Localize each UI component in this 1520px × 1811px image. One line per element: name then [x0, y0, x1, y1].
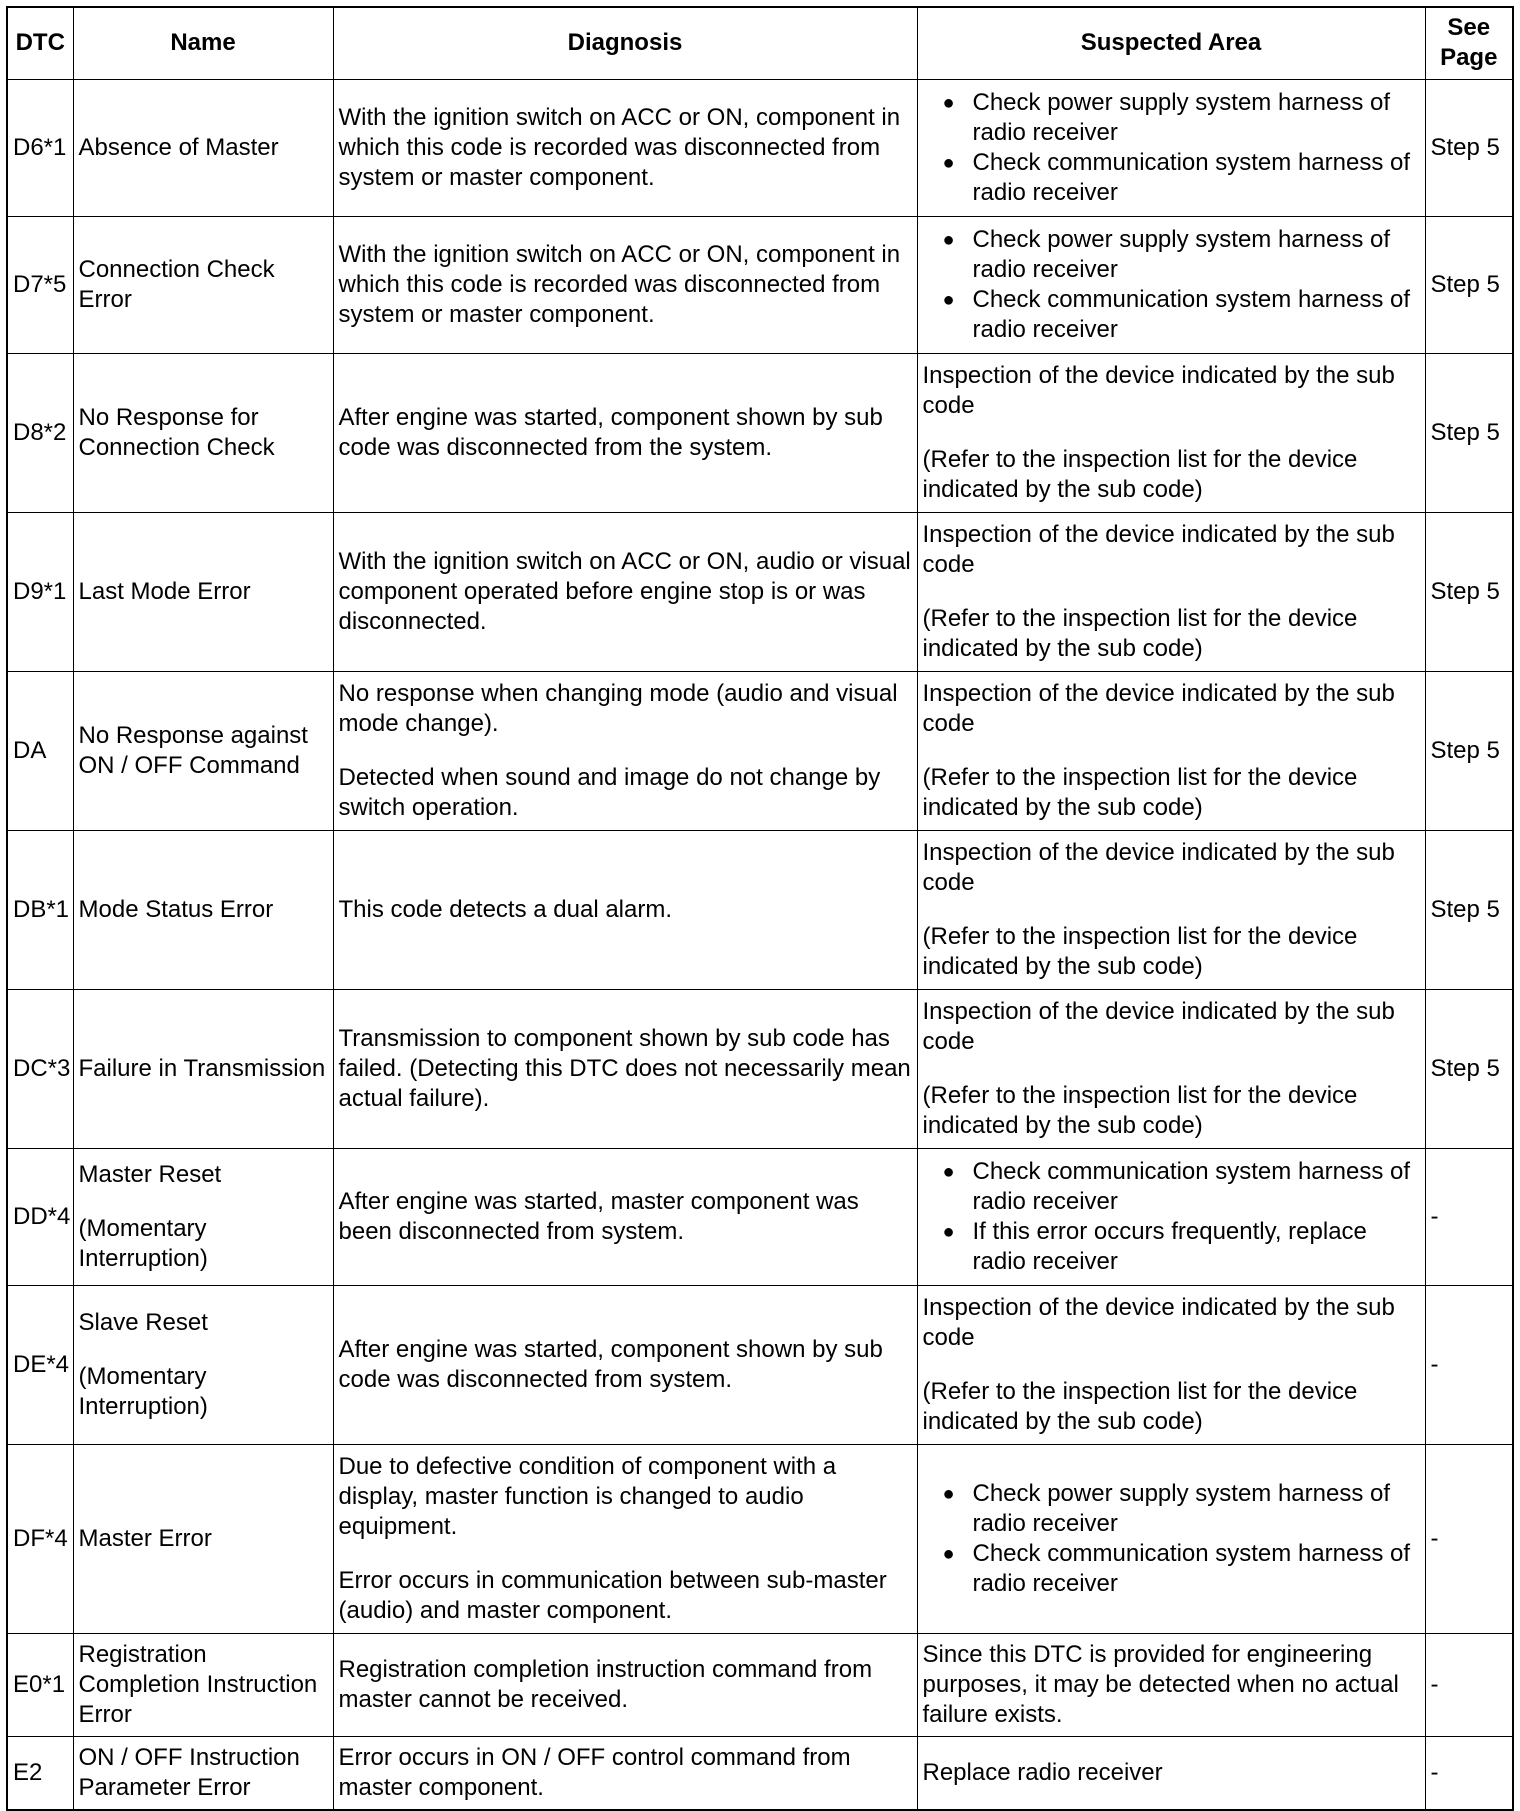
diagnosis [333, 353, 917, 512]
dtc-name [73, 216, 333, 353]
suspected-text: Inspection of the device indicated by the sub code [922, 520, 1395, 578]
table-row [7, 1736, 1513, 1810]
dtc-name-text: Absence of Master [78, 133, 279, 161]
suspected-text: (Refer to the inspection list for the device indicated by the sub code) [922, 604, 1358, 662]
suspected-area [917, 1444, 1425, 1633]
diagnosis-text: Registration completion instruction command from master cannot be received. [338, 1655, 873, 1713]
diagnosis-text: With the ignition switch on ACC or ON, component in which this code is recorded was disconnected from system or master component. [338, 103, 901, 191]
header-see-page-line1: See [1447, 14, 1491, 42]
dtc-name [73, 1444, 333, 1633]
header-suspected-area: Suspected Area [917, 7, 1425, 79]
diagnosis-text: After engine was started, component shown by sub code was disconnected from the system. [338, 403, 883, 461]
diagnosis [333, 79, 917, 216]
diagnosis-text: Due to defective condition of component with a display, master function is changed to audio equipment. [338, 1452, 837, 1540]
suspected-bullet-list [923, 1479, 1420, 1599]
see-page: Step 5 [1425, 989, 1513, 1148]
suspected-text: Inspection of the device indicated by the sub code [922, 361, 1395, 419]
diagnosis-text: Error occurs in communication between sub-master (audio) and master component. [338, 1566, 887, 1624]
suspected-area [917, 216, 1425, 353]
suspected-bullet-item: ● Check communication system harness of radio receiver [923, 1157, 1420, 1217]
header-see-page [1425, 7, 1513, 79]
dtc-table [6, 6, 1514, 1811]
suspected-area [917, 671, 1425, 830]
suspected-bullet-list [923, 225, 1420, 345]
table-row [7, 1633, 1513, 1736]
diagnosis [333, 1736, 917, 1810]
see-page: Step 5 [1425, 353, 1513, 512]
suspected-bullet-list [923, 1157, 1420, 1277]
diagnosis [333, 1285, 917, 1444]
diagnosis [333, 1633, 917, 1736]
dtc-name-text: Master Reset [78, 1160, 222, 1188]
diagnosis [333, 1444, 917, 1633]
dtc-name [73, 353, 333, 512]
suspected-area [917, 1285, 1425, 1444]
see-page: - [1425, 1285, 1513, 1444]
see-page: - [1425, 1444, 1513, 1633]
dtc-code: D8*2 [7, 353, 73, 512]
dtc-code: DF*4 [7, 1444, 73, 1633]
suspected-text: (Refer to the inspection list for the device indicated by the sub code) [922, 445, 1358, 503]
dtc-code: DD*4 [7, 1148, 73, 1285]
see-page: Step 5 [1425, 671, 1513, 830]
see-page: - [1425, 1736, 1513, 1810]
dtc-code: E2 [7, 1736, 73, 1810]
diagnosis-text: With the ignition switch on ACC or ON, audio or visual component operated before engine stop is or was disconnected. [338, 547, 911, 635]
suspected-bullet-item: ● If this error occurs frequently, replace radio receiver [923, 1217, 1420, 1277]
dtc-name-text: (Momentary Interruption) [78, 1214, 208, 1272]
suspected-area [917, 353, 1425, 512]
suspected-area [917, 830, 1425, 989]
dtc-code: DE*4 [7, 1285, 73, 1444]
diagnosis-text: No response when changing mode (audio and visual mode change). [338, 679, 898, 737]
dtc-code: DB*1 [7, 830, 73, 989]
suspected-bullet-item: ● Check communication system harness of radio receiver [923, 1539, 1420, 1599]
dtc-name [73, 1148, 333, 1285]
suspected-bullet-item: ● Check power supply system harness of radio receiver [923, 88, 1420, 148]
suspected-bullet-item: ● Check communication system harness of radio receiver [923, 148, 1420, 208]
dtc-name-text: Last Mode Error [78, 577, 251, 605]
table-row [7, 1285, 1513, 1444]
table-row [7, 512, 1513, 671]
diagnosis-text: After engine was started, master component was been disconnected from system. [338, 1187, 859, 1245]
suspected-area [917, 1736, 1425, 1810]
suspected-bullet-list [923, 88, 1420, 208]
dtc-name [73, 512, 333, 671]
diagnosis [333, 671, 917, 830]
suspected-text: Since this DTC is provided for engineering purposes, it may be detected when no actual failure exists. [922, 1640, 1399, 1728]
suspected-text: Inspection of the device indicated by the sub code [922, 997, 1395, 1055]
header-row [7, 7, 1513, 79]
diagnosis-text: This code detects a dual alarm. [338, 895, 673, 923]
dtc-name-text: Registration Completion Instruction Error [78, 1640, 318, 1728]
suspected-area [917, 1148, 1425, 1285]
diagnosis-text: Transmission to component shown by sub code has failed. (Detecting this DTC does not necessarily mean actual failure). [338, 1024, 911, 1112]
diagnosis-text: After engine was started, component shown by sub code was disconnected from system. [338, 1335, 883, 1393]
see-page: - [1425, 1148, 1513, 1285]
dtc-name [73, 1633, 333, 1736]
table-row [7, 353, 1513, 512]
suspected-bullet-item: ● Check power supply system harness of radio receiver [923, 1479, 1420, 1539]
suspected-text: (Refer to the inspection list for the device indicated by the sub code) [922, 763, 1358, 821]
dtc-name [73, 830, 333, 989]
dtc-name [73, 989, 333, 1148]
diagnosis [333, 216, 917, 353]
table-row [7, 79, 1513, 216]
header-diagnosis: Diagnosis [333, 7, 917, 79]
dtc-name-text: Master Error [78, 1524, 212, 1552]
diagnosis [333, 512, 917, 671]
suspected-text: Inspection of the device indicated by the sub code [922, 679, 1395, 737]
dtc-code: E0*1 [7, 1633, 73, 1736]
table-row [7, 989, 1513, 1148]
see-page: Step 5 [1425, 512, 1513, 671]
diagnosis-text: Detected when sound and image do not change by switch operation. [338, 763, 881, 821]
diagnosis [333, 989, 917, 1148]
suspected-text: (Refer to the inspection list for the device indicated by the sub code) [922, 1377, 1358, 1435]
diagnosis [333, 830, 917, 989]
dtc-name [73, 79, 333, 216]
suspected-area [917, 512, 1425, 671]
dtc-code: DC*3 [7, 989, 73, 1148]
dtc-name-text: ON / OFF Instruction Parameter Error [78, 1743, 300, 1801]
table-row [7, 216, 1513, 353]
see-page: Step 5 [1425, 830, 1513, 989]
dtc-name-text: No Response against ON / OFF Command [78, 721, 308, 779]
suspected-text: Replace radio receiver [922, 1758, 1163, 1786]
header-see-page-line2: Page [1440, 44, 1498, 72]
diagnosis-text: Error occurs in ON / OFF control command from master component. [338, 1743, 851, 1801]
suspected-area [917, 1633, 1425, 1736]
suspected-text: (Refer to the inspection list for the device indicated by the sub code) [922, 1081, 1358, 1139]
dtc-name [73, 1285, 333, 1444]
suspected-area [917, 989, 1425, 1148]
dtc-name [73, 671, 333, 830]
dtc-name-text: Connection Check Error [78, 255, 275, 313]
dtc-code: D9*1 [7, 512, 73, 671]
suspected-text: (Refer to the inspection list for the device indicated by the sub code) [922, 922, 1358, 980]
see-page: Step 5 [1425, 216, 1513, 353]
dtc-name-text: (Momentary Interruption) [78, 1362, 208, 1420]
see-page: - [1425, 1633, 1513, 1736]
dtc-name-text: No Response for Connection Check [78, 403, 275, 461]
table-body [7, 79, 1513, 1810]
dtc-name-text: Mode Status Error [78, 895, 274, 923]
table-row [7, 830, 1513, 989]
table-row [7, 671, 1513, 830]
suspected-bullet-item: ● Check power supply system harness of radio receiver [923, 225, 1420, 285]
dtc-name-text: Failure in Transmission [78, 1054, 326, 1082]
table-row [7, 1148, 1513, 1285]
suspected-bullet-item: ● Check communication system harness of radio receiver [923, 285, 1420, 345]
dtc-name-text: Slave Reset [78, 1308, 208, 1336]
dtc-code: D7*5 [7, 216, 73, 353]
diagnosis-text: With the ignition switch on ACC or ON, component in which this code is recorded was disconnected from system or master component. [338, 240, 901, 328]
suspected-text: Inspection of the device indicated by the sub code [922, 1293, 1395, 1351]
diagnosis [333, 1148, 917, 1285]
dtc-code: DA [7, 671, 73, 830]
dtc-code: D6*1 [7, 79, 73, 216]
table-row [7, 1444, 1513, 1633]
dtc-name [73, 1736, 333, 1810]
suspected-text: Inspection of the device indicated by the sub code [922, 838, 1395, 896]
header-name: Name [73, 7, 333, 79]
see-page: Step 5 [1425, 79, 1513, 216]
suspected-area [917, 79, 1425, 216]
table-header [7, 7, 1513, 79]
header-dtc: DTC [7, 7, 73, 79]
